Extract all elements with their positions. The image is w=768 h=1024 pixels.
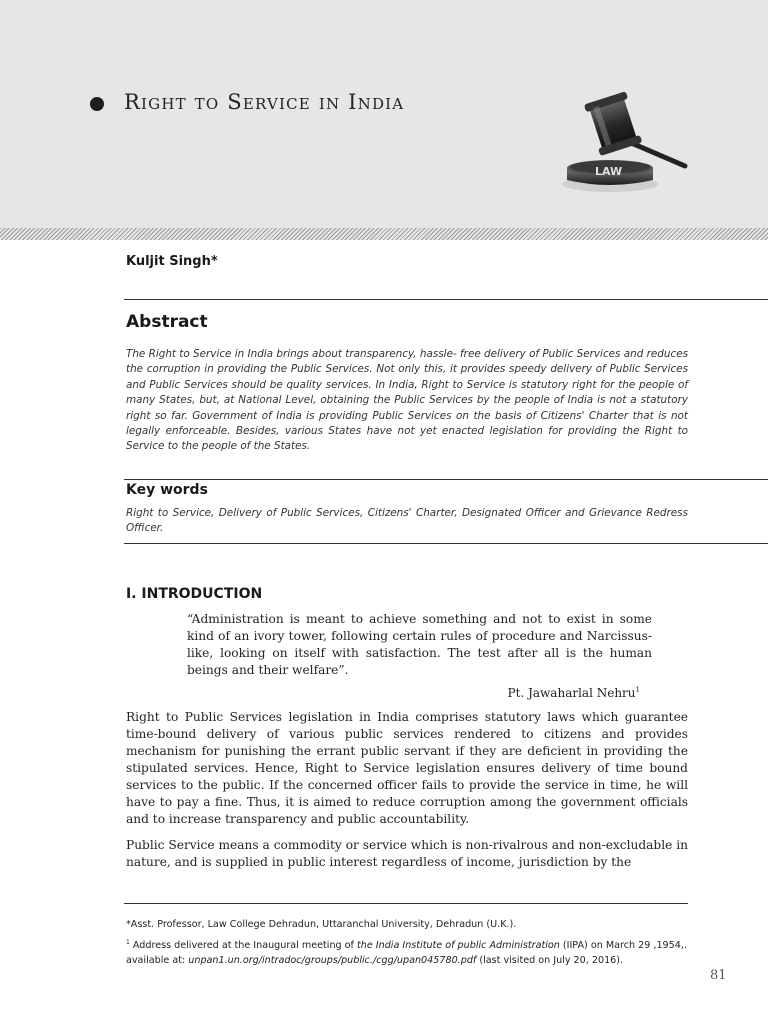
keywords-end-rule [124, 543, 768, 544]
quote-attribution [508, 686, 640, 700]
keywords-heading: Key words [126, 482, 208, 498]
author-rule [124, 299, 768, 300]
footnote-rule [124, 903, 688, 904]
introduction-heading: I. INTRODUCTION [126, 586, 263, 602]
gavel-law-icon [555, 88, 695, 198]
article-title: Right to Service in India [124, 90, 405, 114]
keywords-body: Right to Service, Delivery of Public Services, Citizens' Charter, Designated Officer and Grievance Redress Officer. [126, 507, 688, 535]
quote-author: Pt. Jawaharlal Nehru [507, 686, 636, 700]
footnote-author: *Asst. Professor, Law College Dehradun, Uttaranchal University, Dehradun (U.K.). [126, 919, 517, 930]
footnote-1 [126, 935, 688, 968]
footnote-1-text-c: (last visited on July 20, 2016). [476, 955, 624, 967]
footnote-1-text-a: Address delivered at the Inaugural meeting of [132, 940, 357, 952]
footnote-1-url: unpan1.un.org/intradoc/groups/public./cgg/upan045780.pdf [188, 955, 477, 967]
quote-footnote-ref: 1 [635, 686, 640, 694]
page-number: 81 [710, 968, 727, 983]
intro-paragraph-2: Public Service means a commodity or service which is non-rivalrous and non-excludable in nature, and is supplied in public interest regardless of income, jurisdiction by the [126, 838, 688, 869]
opening-quote: “Administration is meant to achieve something and not to exist in some kind of an ivory tower, following certain rules of procedure and Narcissus-like, looking on itself with satisfaction. The test after all is the human beings and their welfare”. [187, 612, 652, 677]
title-bullet-icon [90, 97, 104, 111]
author-name: Kuljit Singh* [126, 254, 218, 269]
footnote-1-mark: 1 [126, 939, 130, 946]
gavel-plate-label: LAW [595, 165, 623, 178]
header-hatch-divider [0, 228, 768, 240]
abstract-heading: Abstract [126, 312, 208, 332]
footnote-1-institute: the India Institute of public Administration [356, 940, 560, 952]
footnote-1-text-b: (IIPA) on March 29 ,1954,. available at: [126, 940, 687, 967]
intro-paragraph-1: Right to Public Services legislation in India comprises statutory laws which guarantee time-bound delivery of various public services rendered to citizens and provides mechanism for punishing the errant public servant if they are deficient in providing the stipulated services. Hence, Right to Service legislation ensures delivery of time bound services to the public. If the concerned officer fails to provide the service in time, he will have to pay a fine. Thus, it is aimed to reduce corruption among the government officials and to increase transparency and public accountability. [126, 710, 688, 826]
abstract-body: The Right to Service in India brings about transparency, hassle- free delivery of Public Services and reduces the corruption in providing the Public Services. Not only this, it provides speedy delivery of Public Services and Public Services should be quality services. In India, Right to Service is statutory right for the people of many States, but, at National Level, obtaining the Public Services by the people of India is not a statutory right so far. Government of India is providing Public Services on the basis of Citizens' Charter that is not legally enforceable. Besides, various States have not yet enacted legislation for providing the Right to Service to the people of the States. [126, 348, 688, 453]
keywords-rule [124, 479, 768, 480]
